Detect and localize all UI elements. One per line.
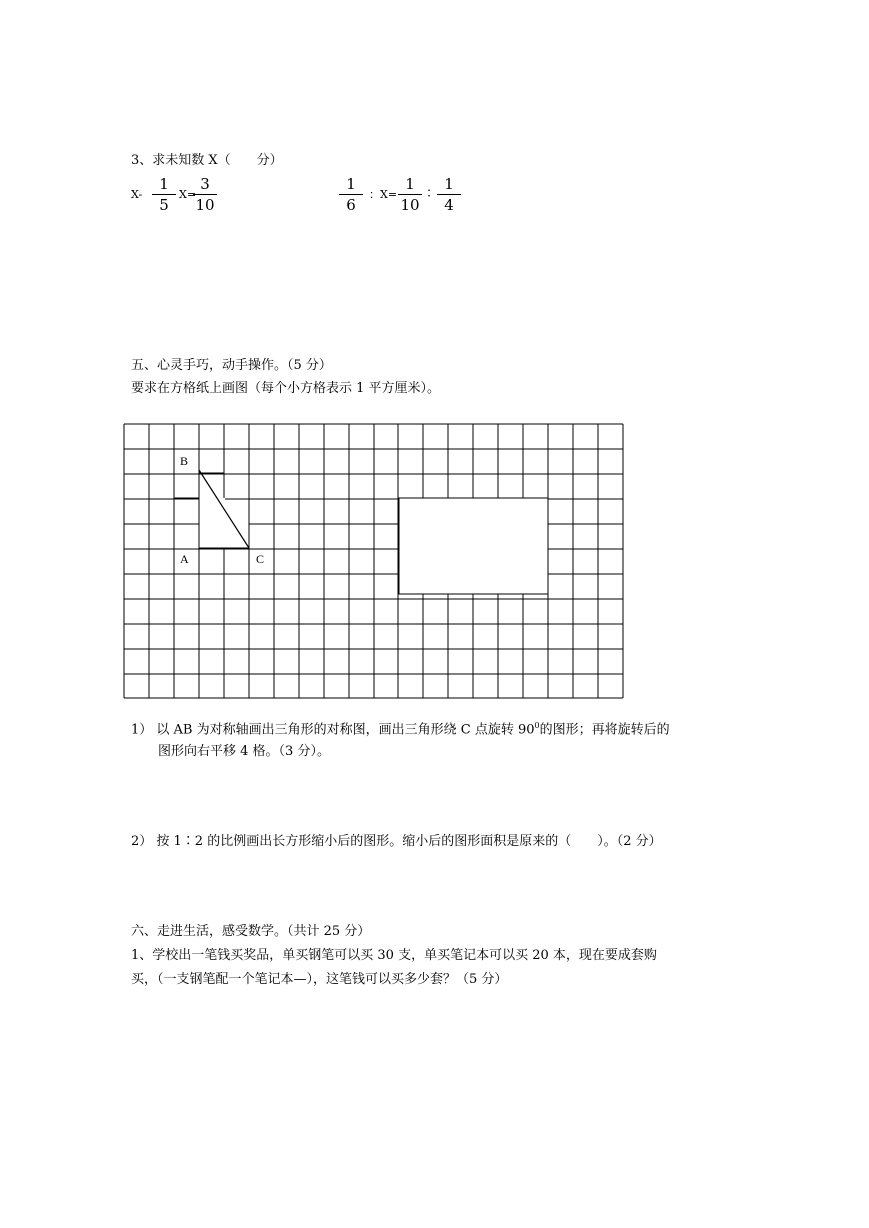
eq1-f1-numerator: 1	[159, 175, 169, 193]
section6-title: 六、走进生活，感受数学。（共计 25 分）	[131, 924, 371, 939]
rectangle-shape	[399, 498, 548, 594]
label-a: A	[180, 552, 189, 566]
label-c: C	[256, 552, 265, 566]
task1-line2: 图形向右平移 4 格。（3 分）。	[158, 744, 330, 759]
eq1-mid: X=	[179, 188, 197, 201]
q3-title: 3、求未知数 X（ 分）	[131, 153, 283, 168]
task1-line1	[131, 722, 670, 736]
section6-q1-line1: 1、学校出一笔钱买奖品，单买钢笔可以买 30 支，单买笔记本可以买 20 本，现在要成套购	[131, 948, 657, 963]
eq2-f1-denominator: 6	[346, 196, 356, 214]
eq2-f2-denominator: 10	[400, 196, 420, 214]
eq1-lhs: X-	[131, 188, 143, 201]
section5-title: 五、心灵手巧，动手操作。（5 分）	[131, 358, 332, 373]
eq1-f2-numerator: 3	[200, 175, 210, 193]
eq1-f2-denominator: 10	[195, 196, 215, 214]
eq2-f2-numerator: 1	[405, 175, 415, 193]
section5-instruction: 要求在方格纸上画图（每个小方格表示 1 平方厘米）。	[131, 381, 441, 396]
label-b: B	[180, 454, 189, 468]
task2: 2） 按 1∶2 的比例画出长方形缩小后的图形。缩小后的图形面积是原来的（ ）。（2 分）	[131, 834, 662, 849]
degree-mark: 0	[534, 721, 540, 730]
task1-text-b: 的图形；再将旋转后的	[539, 722, 670, 738]
eq2-f3-numerator: 1	[444, 175, 454, 193]
task1-text-a: 1） 以 AB 为对称轴画出三角形的对称图，画出三角形绕 C 点旋转 90	[131, 722, 535, 738]
eq2-mid: ：X=	[369, 188, 398, 201]
eq2-colon: ：	[426, 186, 440, 201]
section6-q1-line2: 买，（一支钢笔配一个笔记本—），这笔钱可以买多少套？（5 分）	[131, 972, 508, 987]
eq2-f1-numerator: 1	[346, 175, 356, 193]
eq1-f1-denominator: 5	[159, 196, 169, 214]
eq2-f3-denominator: 4	[444, 196, 454, 214]
